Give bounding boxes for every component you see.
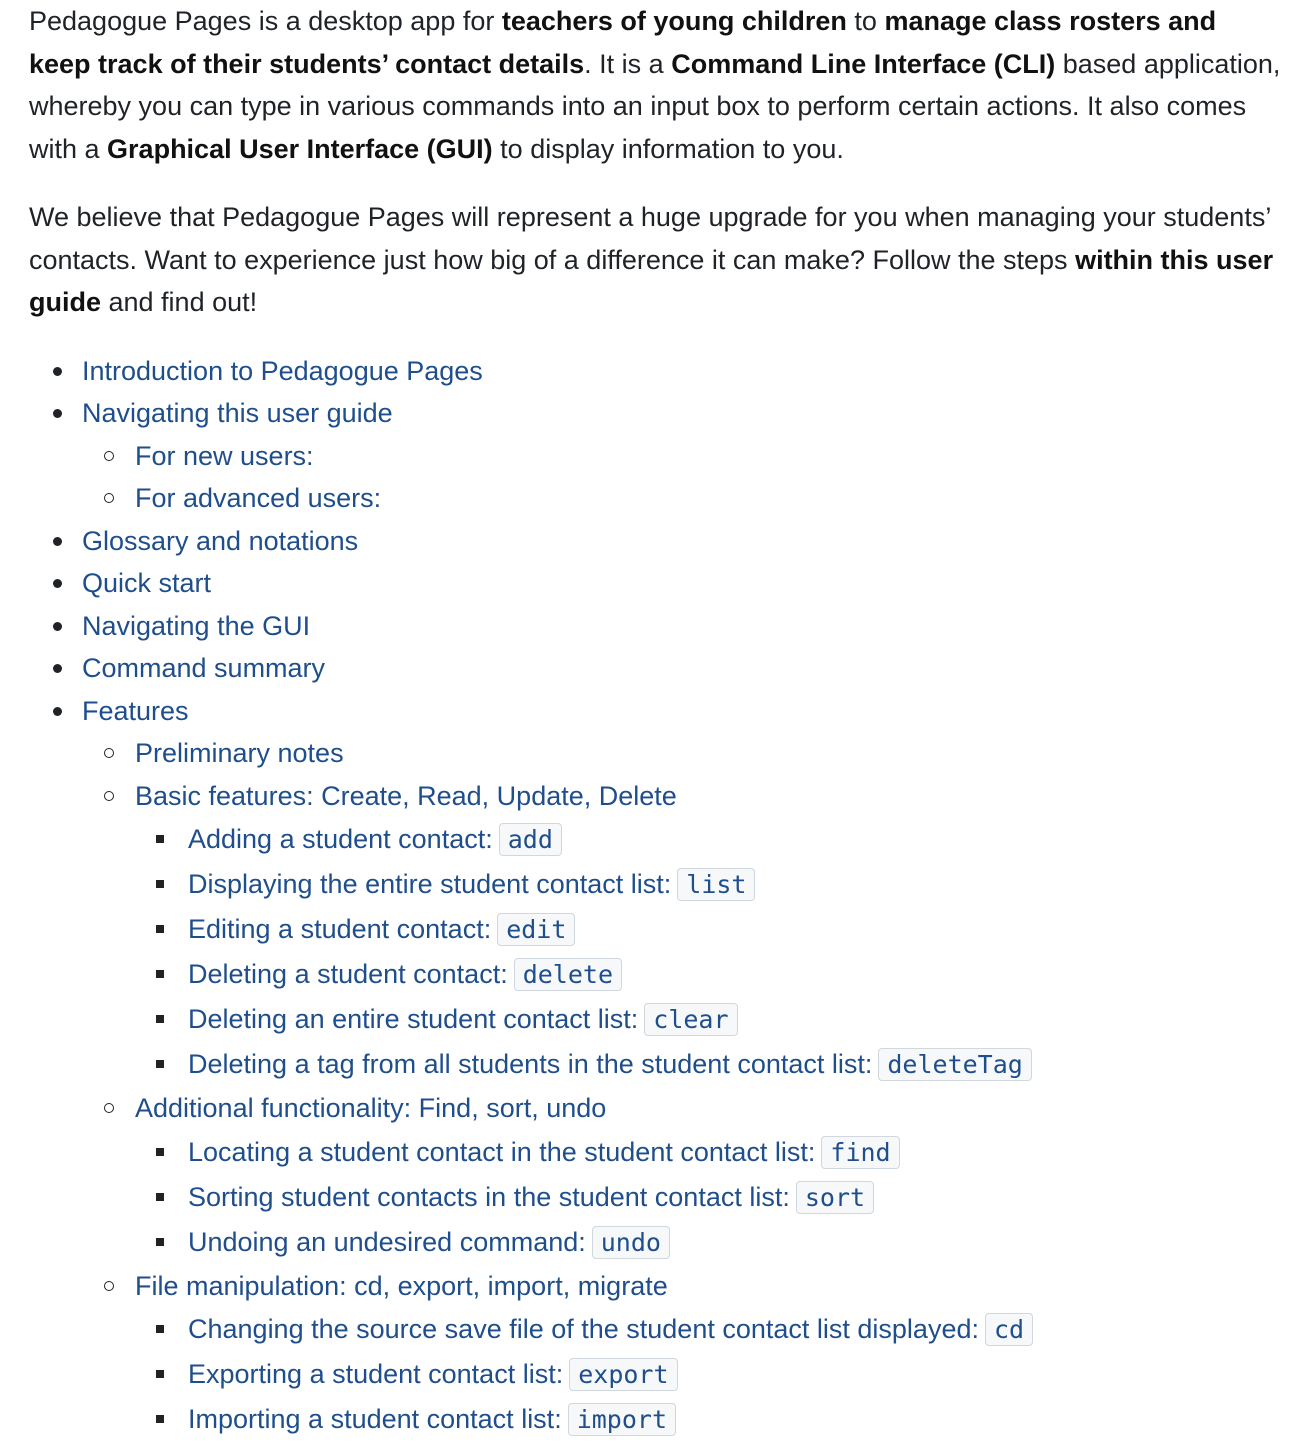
bullet-square-icon: [157, 952, 177, 994]
bullet-circle-icon: [104, 775, 124, 817]
intro-bold-text: teachers of young children: [502, 6, 847, 36]
toc-link-additional-functionality[interactable]: Additional functionality: Find, sort, undo: [135, 1093, 606, 1123]
toc-link-undo[interactable]: [188, 1227, 670, 1257]
toc-link-sort[interactable]: [188, 1182, 874, 1212]
command-code: find: [821, 1136, 899, 1169]
bullet-circle-icon: [104, 732, 124, 774]
toc-link-label: Deleting a tag from all students in the student contact list:: [188, 1049, 872, 1079]
toc-link-label: Deleting a student contact:: [188, 959, 508, 989]
toc-link-delete[interactable]: [188, 959, 622, 989]
toc-link-label: Exporting a student contact list:: [188, 1359, 563, 1389]
bullet-circle-icon: [104, 477, 124, 519]
toc-item: [135, 1042, 1282, 1087]
toc-item: [135, 1130, 1282, 1175]
toc-link-new-users[interactable]: For new users:: [135, 441, 314, 471]
toc-sublist: [135, 1130, 1282, 1265]
toc-link-export[interactable]: [188, 1359, 678, 1389]
bullet-square-icon: [157, 862, 177, 904]
toc-item: [29, 350, 1282, 393]
bullet-disc-icon: [51, 392, 71, 434]
intro-text: based application, whereby you can type in various commands into an input box to perform certain actions. It also comes with a: [29, 49, 1280, 164]
toc-item: [82, 775, 1282, 1088]
toc-link-glossary[interactable]: Glossary and notations: [82, 526, 358, 556]
bullet-square-icon: [157, 1042, 177, 1084]
toc-link-label: Displaying the entire student contact list:: [188, 869, 671, 899]
intro-bold-text: manage class rosters and keep track of their students’ contact details: [29, 6, 1216, 79]
command-code: sort: [796, 1181, 874, 1214]
toc-link-navigating-guide[interactable]: Navigating this user guide: [82, 398, 393, 428]
toc-link-clear[interactable]: [188, 1004, 738, 1034]
intro-text: We believe that Pedagogue Pages will represent a huge upgrade for you when managing your students’ contacts. Want to experience just how big of a difference it can make? Follow the steps: [29, 202, 1270, 275]
toc-link-label: Locating a student contact in the student contact list:: [188, 1137, 815, 1167]
intro-text: Pedagogue Pages is a desktop app for: [29, 6, 502, 36]
toc-item: [135, 1175, 1282, 1220]
command-code: clear: [644, 1003, 737, 1036]
intro-bold-text: Command Line Interface (CLI): [671, 49, 1055, 79]
command-code: delete: [514, 958, 622, 991]
toc-item: [135, 1220, 1282, 1265]
toc-item: [135, 817, 1282, 862]
bullet-square-icon: [157, 907, 177, 949]
command-code: edit: [497, 913, 575, 946]
intro-paragraph-2: [29, 196, 1282, 324]
toc-link-basic-features[interactable]: Basic features: Create, Read, Update, Delete: [135, 781, 677, 811]
toc-item: [82, 732, 1282, 775]
command-code: undo: [592, 1226, 670, 1259]
command-code: cd: [985, 1313, 1033, 1346]
toc-link-edit[interactable]: [188, 914, 575, 944]
bullet-disc-icon: [51, 562, 71, 604]
intro-text: to: [847, 6, 885, 36]
toc-item: [82, 435, 1282, 478]
bullet-circle-icon: [104, 1087, 124, 1129]
bullet-disc-icon: [51, 350, 71, 392]
intro-text: to display information to you.: [493, 134, 844, 164]
toc-sublist: [82, 435, 1282, 520]
intro-text: . It is a: [584, 49, 671, 79]
bullet-disc-icon: [51, 605, 71, 647]
bullet-square-icon: [157, 817, 177, 859]
toc-link-features[interactable]: Features: [82, 696, 189, 726]
bullet-square-icon: [157, 997, 177, 1039]
toc-item: [82, 1265, 1282, 1442]
toc-link-label: Importing a student contact list:: [188, 1404, 562, 1434]
toc-item: [82, 1087, 1282, 1265]
toc-link-label: Undoing an undesired command:: [188, 1227, 586, 1257]
bullet-disc-icon: [51, 520, 71, 562]
intro-bold-text: Graphical User Interface (GUI): [107, 134, 493, 164]
toc-item: [29, 605, 1282, 648]
toc-link-navigating-gui[interactable]: Navigating the GUI: [82, 611, 310, 641]
table-of-contents: [29, 350, 1282, 1442]
toc-item: [82, 477, 1282, 520]
bullet-square-icon: [157, 1175, 177, 1217]
command-code: export: [569, 1358, 677, 1391]
intro-paragraph-1: [29, 0, 1282, 170]
toc-item: [135, 997, 1282, 1042]
toc-link-preliminary-notes[interactable]: Preliminary notes: [135, 738, 344, 768]
toc-link-cd[interactable]: [188, 1314, 1033, 1344]
toc-item: [29, 562, 1282, 605]
toc-link-label: Adding a student contact:: [188, 824, 493, 854]
toc-link-label: Editing a student contact:: [188, 914, 491, 944]
toc-item: [29, 520, 1282, 563]
toc-link-introduction[interactable]: Introduction to Pedagogue Pages: [82, 356, 483, 386]
bullet-disc-icon: [51, 690, 71, 732]
bullet-circle-icon: [104, 1265, 124, 1307]
toc-link-delete-tag[interactable]: [188, 1049, 1032, 1079]
toc-item: [29, 392, 1282, 520]
toc-sublist: [82, 732, 1282, 1442]
toc-item: [29, 647, 1282, 690]
toc-link-add[interactable]: [188, 824, 562, 854]
intro-bold-text: within this user guide: [29, 245, 1273, 318]
intro-text: and find out!: [101, 287, 257, 317]
toc-item: [135, 1352, 1282, 1397]
toc-item: [135, 862, 1282, 907]
bullet-square-icon: [157, 1307, 177, 1349]
toc-link-label: Sorting student contacts in the student contact list:: [188, 1182, 790, 1212]
toc-item: [135, 907, 1282, 952]
command-code: import: [568, 1403, 676, 1436]
toc-link-find[interactable]: [188, 1137, 900, 1167]
toc-link-label: Deleting an entire student contact list:: [188, 1004, 638, 1034]
toc-link-label: Changing the source save file of the student contact list displayed:: [188, 1314, 979, 1344]
command-code: add: [499, 823, 562, 856]
bullet-square-icon: [157, 1397, 177, 1439]
toc-link-quick-start[interactable]: Quick start: [82, 568, 211, 598]
toc-link-list[interactable]: [188, 869, 755, 899]
command-code: list: [677, 868, 755, 901]
command-code: deleteTag: [878, 1048, 1031, 1081]
toc-sublist: [135, 817, 1282, 1087]
toc-item: [135, 1397, 1282, 1442]
bullet-disc-icon: [51, 647, 71, 689]
toc-link-import[interactable]: [188, 1404, 676, 1434]
toc-item: [135, 952, 1282, 997]
toc-link-file-manipulation[interactable]: File manipulation: cd, export, import, migrate: [135, 1271, 668, 1301]
toc-item: [29, 690, 1282, 1442]
toc-item: [135, 1307, 1282, 1352]
toc-link-advanced-users[interactable]: For advanced users:: [135, 483, 381, 513]
toc-sublist: [135, 1307, 1282, 1442]
bullet-square-icon: [157, 1130, 177, 1172]
bullet-square-icon: [157, 1220, 177, 1262]
bullet-square-icon: [157, 1352, 177, 1394]
bullet-circle-icon: [104, 435, 124, 477]
toc-link-command-summary[interactable]: Command summary: [82, 653, 325, 683]
